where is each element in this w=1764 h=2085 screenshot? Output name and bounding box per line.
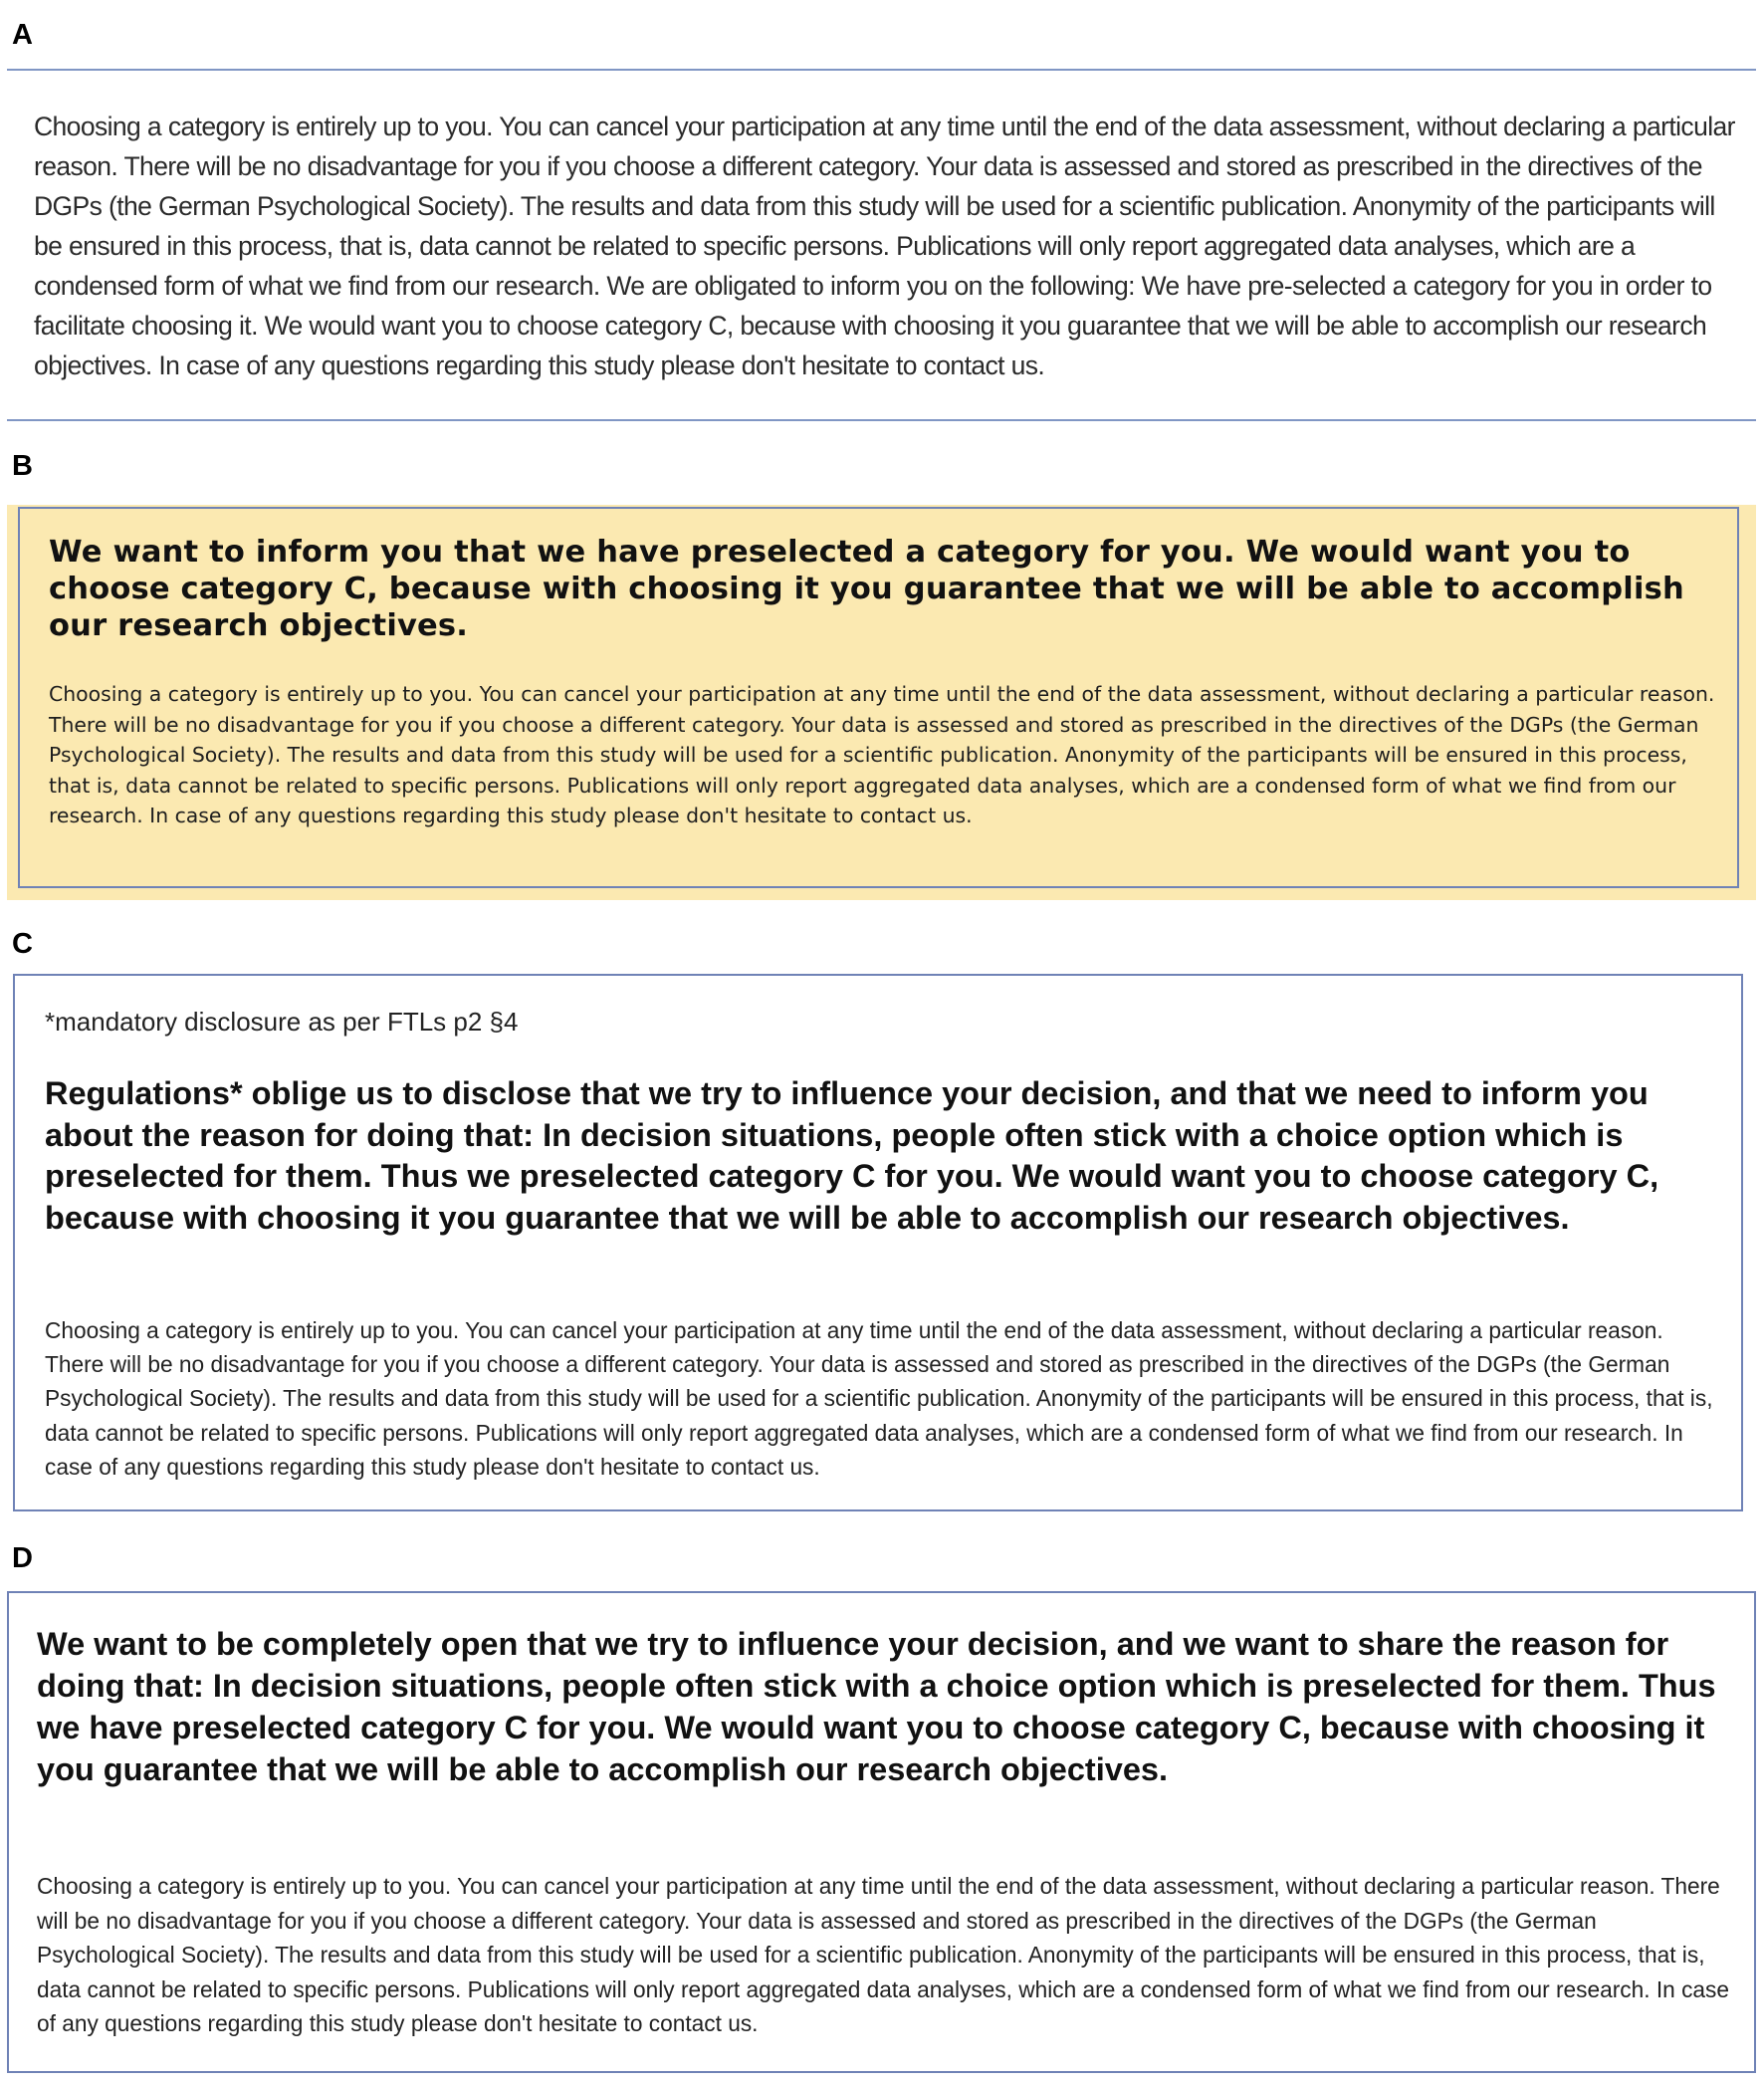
section-c-panel	[13, 974, 1743, 1511]
section-a-top-divider	[7, 69, 1756, 71]
section-c-headline: Regulations* oblige us to disclose that we try to influence your decision, and that we need to inform you about the reason for doing that: In decision situations, people often stick with a choice option which is preselected for them. Thus we preselected category C for you. We would want you to choose category C, because with choosing it you guarantee that we will be able to accomplish our research objectives.	[45, 1075, 1659, 1236]
section-a-bottom-divider	[7, 419, 1756, 421]
section-label-a: A	[12, 19, 33, 51]
section-d-consent-text: Choosing a category is entirely up to you. You can cancel your participation at any time until the end of the data assessment, without declaring a particular reason. There will be no disadvantage for you if you choose a different category. Your data is assessed and stored as prescribed in the directives of the DGPs (the German Psychological Society). The results and data from this study will be used for a scientific publication. Anonymity of the participants will be ensured in this process, that is, data cannot be related to specific persons. Publications will only report aggregated data analyses, which are a condensed form of what we find from our research. In case of any questions regarding this study please don't hesitate to contact us.	[37, 1873, 1729, 2037]
section-b-headline: We want to inform you that we have preselected a category for you. We would want you to choose category C, because with choosing it you guarantee that we will be able to accomplish our research objectives.	[49, 535, 1684, 643]
section-d-headline: We want to be completely open that we try to influence your decision, and we want to share the reason for doing that: In decision situations, people often stick with a choice option which is preselected for them. Thus we have preselected category C for you. We would want you to choose category C, because with choosing it you guarantee that we will be able to accomplish our research objectives.	[37, 1626, 1716, 1787]
section-a-consent-text: Choosing a category is entirely up to you. You can cancel your participation at any time until the end of the data assessment, without declaring a particular reason. There will be no disadvantage for you if you choose a different category. Your data is assessed and stored as prescribed in the directives of the DGPs (the German Psychological Society). The results and data from this study will be used for a scientific publication. Anonymity of the participants will be ensured in this process, that is, data cannot be related to specific persons. Publications will only report aggregated data analyses, which are a condensed form of what we find from our research. We are obligated to inform you on the following: We have pre-selected a category for you in order to facilitate choosing it. We would want you to choose category C, because with choosing it you guarantee that we will be able to accomplish our research objectives. In case of any questions regarding this study please don't hesitate to contact us.	[34, 112, 1735, 380]
section-b-panel	[18, 507, 1739, 888]
section-d-panel	[7, 1591, 1756, 2073]
section-c-consent-text: Choosing a category is entirely up to you. You can cancel your participation at any time until the end of the data assessment, without declaring a particular reason. There will be no disadvantage for you if you choose a different category. Your data is assessed and stored as prescribed in the directives of the DGPs (the German Psychological Society). The results and data from this study will be used for a scientific publication. Anonymity of the participants will be ensured in this process, that is, data cannot be related to specific persons. Publications will only report aggregated data analyses, which are a condensed form of what we find from our research. In case of any questions regarding this study please don't hesitate to contact us.	[45, 1317, 1713, 1480]
section-label-c: C	[12, 928, 33, 960]
section-label-d: D	[12, 1542, 33, 1574]
section-c-disclosure-note: *mandatory disclosure as per FTLs p2 §4	[45, 1007, 519, 1037]
section-label-b: B	[12, 450, 33, 482]
section-b-consent-text: Choosing a category is entirely up to you. You can cancel your participation at any time until the end of the data assessment, without declaring a particular reason. There will be no disadvantage for you if you choose a different category. Your data is assessed and stored as prescribed in the directives of the DGPs (the German Psychological Society). The results and data from this study will be used for a scientific publication. Anonymity of the participants will be ensured in this process, that is, data cannot be related to specific persons. Publications will only report aggregated data analyses, which are a condensed form of what we find from our research. In case of any questions regarding this study please don't hesitate to contact us.	[49, 682, 1715, 827]
